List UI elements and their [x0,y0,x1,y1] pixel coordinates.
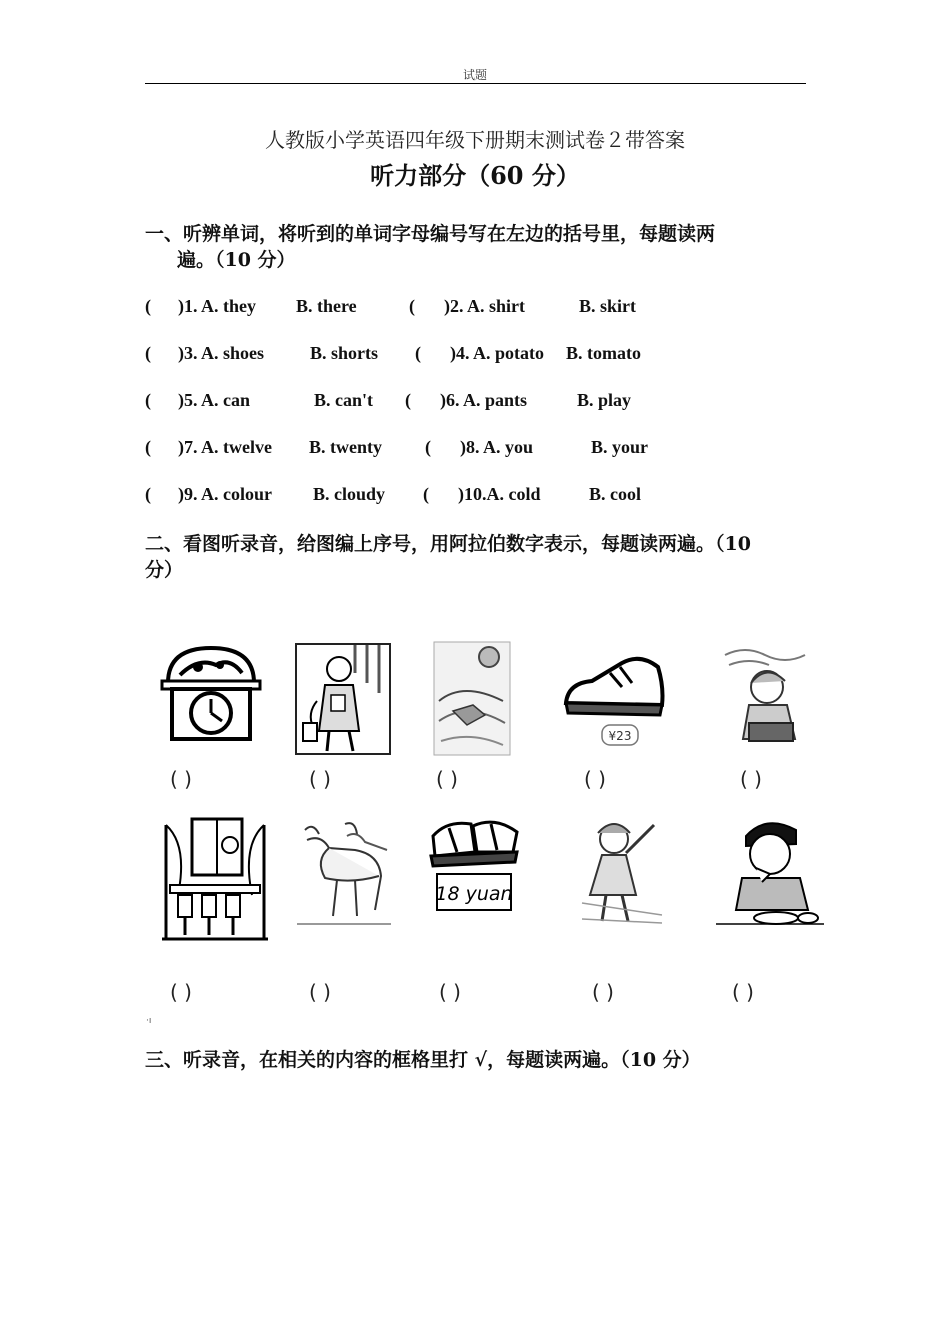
answer-paren[interactable]: ( ) [170,767,192,791]
question-option-b: B. can't [314,390,374,410]
answer-paren[interactable]: ( ) [584,767,606,791]
section-two-heading-line2: 分） [145,559,184,581]
question-option-b: B. play [577,390,632,410]
answer-paren[interactable]: ( ) [309,767,331,791]
section-three-heading: 三、听录音，在相关的内容的框格里打 √，每题读两遍。（10 分） [145,1049,701,1071]
question-option-a: )4. A. potato [450,343,544,363]
shoe-picture [562,643,666,749]
question-option-b: B. skirt [579,296,637,316]
question-option-a: )9. A. colour [178,484,272,504]
question-option-b: B. shorts [310,343,379,363]
goats-picture [295,820,393,928]
question-option-b: B. your [591,437,649,457]
question-row [145,343,805,367]
stray-mark: ·ı [146,1016,152,1026]
answer-paren[interactable]: ( [145,437,151,457]
answer-paren[interactable]: ( [145,343,151,363]
question-option-b: B. cool [589,484,641,504]
question-option-a: )7. A. twelve [178,437,272,457]
page-header: 试题 [462,68,487,82]
question-row [145,390,805,414]
header-rule [145,83,806,84]
sunny-weather-picture [433,641,511,756]
question-option-a: )2. A. shirt [444,296,525,316]
question-row [145,437,805,461]
man-with-bag-picture [295,643,391,755]
question-option-b: B. tomato [566,343,641,363]
question-option-b: B. cloudy [313,484,386,504]
question-option-b: B. twenty [309,437,382,457]
answer-paren[interactable]: ( ) [740,767,762,791]
classroom-window-picture [158,815,272,943]
question-option-a: )10.A. cold [458,484,541,504]
document-title: 人教版小学英语四年级下册期末测试卷２带答案 [265,130,685,152]
section-one-heading-line2: 遍。（10 分） [177,249,296,271]
answer-paren[interactable]: ( [145,390,151,410]
answer-paren[interactable]: ( [415,343,421,363]
sandals-picture [427,812,521,920]
answer-paren[interactable]: ( [409,296,415,316]
boy-eating-picture [716,814,824,926]
question-option-a: )6. A. pants [440,390,528,410]
question-option-b: B. there [296,296,357,316]
answer-paren[interactable]: ( [145,296,151,316]
answer-paren[interactable]: ( ) [439,980,461,1004]
dancing-girl-picture [580,815,664,927]
clock-picture [158,643,264,743]
part-title: 听力部分（60 分） [370,161,580,190]
question-option-a: )1. A. they [178,296,256,316]
question-row [145,484,805,508]
question-option-a: )3. A. shoes [178,343,265,363]
answer-paren[interactable]: ( ) [170,980,192,1004]
answer-paren[interactable]: ( [425,437,431,457]
answer-paren[interactable]: ( [423,484,429,504]
question-row [145,296,805,320]
answer-paren[interactable]: ( [405,390,411,410]
sandals-price-tag: 18 yuan [435,883,513,905]
section-one-heading [145,221,810,273]
question-option-a: )8. A. you [460,437,534,457]
shoe-price-tag: ¥23 [608,729,632,743]
girl-eating-picture [715,643,821,751]
answer-paren[interactable]: ( ) [592,980,614,1004]
answer-paren[interactable]: ( ) [436,767,458,791]
question-option-a: )5. A. can [178,390,250,410]
section-two-heading-line1: 二、看图听录音，给图编上序号，用阿拉伯数字表示，每题读两遍。（10 [145,533,751,555]
section-two-heading [145,531,810,583]
section-one-heading-line1: 一、听辨单词，将听到的单词字母编号写在左边的括号里，每题读两 [145,223,716,245]
answer-paren[interactable]: ( ) [309,980,331,1004]
answer-paren[interactable]: ( ) [732,980,754,1004]
answer-paren[interactable]: ( [145,484,151,504]
